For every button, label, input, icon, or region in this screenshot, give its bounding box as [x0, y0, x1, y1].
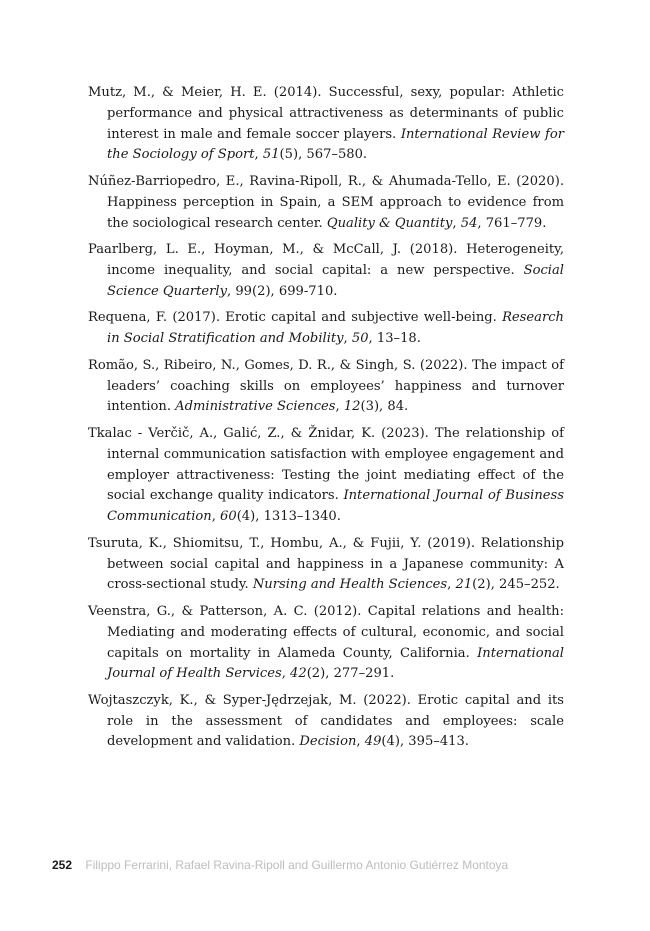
- reference-volume: 12: [343, 399, 361, 415]
- reference-volume: 21: [455, 577, 473, 593]
- reference-issue-pages: , 13–18.: [368, 331, 421, 347]
- reference-issue-pages: , 99(2), 699-710.: [227, 283, 338, 299]
- reference-volume: 50: [351, 331, 369, 347]
- reference-journal: Decision: [299, 734, 357, 750]
- reference-journal: Administrative Sciences: [175, 399, 336, 415]
- reference-journal: Social Science Quarterly: [107, 262, 564, 299]
- reference-journal: International Journal of Business Communication: [107, 488, 564, 525]
- page-footer: [52, 857, 612, 873]
- reference-issue-pages: , 761–779.: [477, 215, 547, 231]
- reference-issue-pages: (2), 277–291.: [306, 666, 395, 682]
- reference-volume: 42: [290, 666, 307, 682]
- reference-volume: 49: [364, 734, 382, 750]
- reference-entry: Núñez-Barriopedro, E., Ravina-Ripoll, R., & Ahumada-Tello, E. (2020). Happiness perception in Spain, a SEM approach to evidence from the sociological research center. Quality & Quantity, 54, 761–779.: [88, 173, 564, 231]
- reference-authors-title: Núñez-Barriopedro, E., Ravina-Ripoll, R., & Ahumada-Tello, E. (2020). Happiness perception in Spain, a SEM approach to evidence from the sociological research center.: [88, 173, 564, 231]
- reference-entry: Veenstra, G., & Patterson, A. C. (2012). Capital relations and health: Mediating and moderating effects of cultural, economic, and social capitals on mortality in Alameda County, California. International Journal of Health Services, 42(2), 277–291.: [88, 603, 564, 682]
- reference-issue-pages: (4), 395–413.: [381, 734, 469, 750]
- reference-authors-title: Paarlberg, L. E., Hoyman, M., & McCall, J. (2018). Heterogeneity, income inequality, and social capital: a new perspective.: [88, 242, 564, 278]
- reference-authors-title: Romão, S., Ribeiro, N., Gomes, D. R., & Singh, S. (2022). The impact of leaders’ coaching skills on employees’ happiness and turnover intention.: [88, 357, 564, 415]
- reference-authors-title: Wojtaszczyk, K., & Syper-Jędrzejak, M. (2022). Erotic capital and its role in the assessment of candidates and employees: scale development and validation.: [88, 692, 564, 750]
- reference-volume: 54: [460, 215, 478, 231]
- reference-issue-pages: (4), 1313–1340.: [236, 509, 341, 525]
- reference-issue-pages: (5), 567–580.: [279, 147, 368, 163]
- reference-entry: Requena, F. (2017). Erotic capital and subjective well-being. Research in Social Stratification and Mobility, 50, 13–18.: [88, 310, 564, 347]
- page-number: 252: [52, 858, 73, 872]
- reference-authors-title: Requena, F. (2017). Erotic capital and subjective well-being.: [88, 310, 503, 326]
- reference-journal: Nursing and Health Sciences: [252, 577, 448, 593]
- reference-entry: Mutz, M., & Meier, H. E. (2014). Successful, sexy, popular: Athletic performance and physical attractiveness as determinants of public interest in male and female soccer players. International Review for the Sociology of Sport, 51(5), 567–580.: [88, 85, 564, 163]
- reference-authors-title: Mutz, M., & Meier, H. E. (2014). Successful, sexy, popular: Athletic performance and physical attractiveness as determinants of public interest in male and female soccer players.: [88, 85, 564, 142]
- reference-issue-pages: (2), 245–252.: [472, 577, 560, 593]
- reference-authors-title: Veenstra, G., & Patterson, A. C. (2012). Capital relations and health: Mediating and moderating effects of cultural, economic, and social capitals on mortality in Alameda County, California.: [88, 603, 564, 661]
- reference-entry: Romão, S., Ribeiro, N., Gomes, D. R., & Singh, S. (2022). The impact of leaders’ coaching skills on employees’ happiness and turnover intention. Administrative Sciences, 12(3), 84.: [88, 357, 564, 415]
- reference-entry: [88, 240, 564, 302]
- reference-journal: Quality & Quantity: [326, 215, 453, 231]
- reference-journal: Research in Social Stratification and Mobility: [107, 310, 564, 347]
- reference-journal: International Review for the Sociology of Sport: [107, 126, 564, 163]
- reference-issue-pages: (3), 84.: [360, 399, 409, 415]
- reference-entry: Tkalac - Verčič, A., Galić, Z., & Žnidar, K. (2023). The relationship of internal communication satisfaction with employee engagement and employer attractiveness: Testing the joint mediating effect of the social exchange quality indicators. International Journal of Business Communication, 60(4), 1313–1340.: [88, 425, 564, 525]
- reference-authors-title: Tkalac - Verčič, A., Galić, Z., & Žnidar, K. (2023). The relationship of internal communication satisfaction with employee engagement and employer attractiveness: Testing the joint mediating effect of the social exchange quality indicators.: [88, 425, 564, 504]
- reference-volume: 51: [262, 147, 280, 163]
- reference-entry: Tsuruta, K., Shiomitsu, T., Hombu, A., & Fujii, Y. (2019). Relationship between social capital and happiness in a Japanese community: A cross-sectional study. Nursing and Health Sciences, 21(2), 245–252.: [88, 535, 564, 593]
- reference-authors-title: Tsuruta, K., Shiomitsu, T., Hombu, A., & Fujii, Y. (2019). Relationship between social capital and happiness in a Japanese community: A cross-sectional study.: [88, 535, 564, 593]
- reference-entry: Wojtaszczyk, K., & Syper-Jędrzejak, M. (2022). Erotic capital and its role in the assessment of candidates and employees: scale development and validation. Decision, 49(4), 395–413.: [88, 692, 564, 750]
- running-head: Filippo Ferrarini, Rafael Ravina-Ripoll and Guillermo Antonio Gutiérrez Montoya: [85, 858, 509, 872]
- reference-list: [88, 83, 564, 759]
- reference-journal: International Journal of Health Services: [107, 645, 564, 682]
- reference-volume: 60: [220, 509, 237, 525]
